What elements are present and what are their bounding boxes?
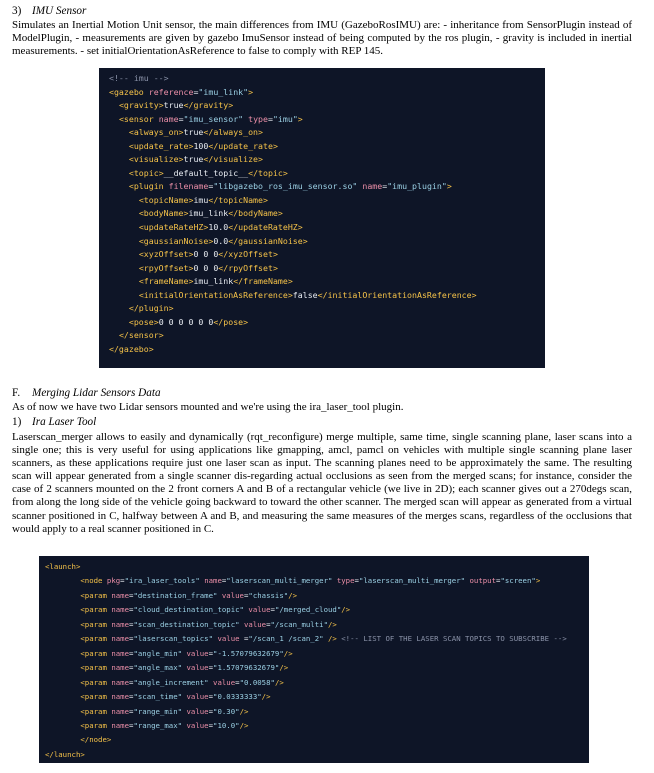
imu-code-line: <topic>__default_topic__</topic> <box>128 167 288 178</box>
lidar-heading-number: F. <box>12 387 21 399</box>
imu-code-block <box>99 68 545 368</box>
imu-code-line: <frameName>imu_link</frameName> <box>138 276 293 287</box>
launch-code-line: <param name="cloud_destination_topic" value="/merged_cloud"/> <box>80 605 351 615</box>
imu-heading-number: 3) <box>12 5 22 17</box>
launch-code-line: </launch> <box>45 749 85 759</box>
imu-heading <box>12 4 86 18</box>
imu-code-line: <gazebo reference="imu_link"> <box>109 86 254 97</box>
imu-code-line: <initialOrientationAsReference>false</initialOrientationAsReference> <box>138 289 477 300</box>
launch-code-line: <param name="scan_time" value="0.0333333"/> <box>80 692 271 702</box>
launch-code-line: <param name="destination_frame" value="chassis"/> <box>80 590 298 600</box>
imu-paragraph: Simulates an Inertial Motion Unit sensor, the main differences from IMU (GazeboRosIMU) are: - inheritance from SensorPlugin instead of ModelPlugin, - measurements are given by gazebo ImuSensor instead of being computed by the ros plugin, - gravity is included in inertial measurements. - set initialOrientationAsReference to false to comply with REP 145. <box>12 19 632 58</box>
launch-code-line: <param name="angle_increment" value="0.0058"/> <box>80 677 284 687</box>
launch-code-line: <param name="angle_max" value="1.57079632679"/> <box>80 663 289 673</box>
launch-code-line: <launch> <box>45 562 81 571</box>
lidar-heading-title: Merging Lidar Sensors Data <box>32 387 161 399</box>
launch-code-line: <param name="range_max" value="10.0"/> <box>80 720 249 730</box>
ira-heading-title: Ira Laser Tool <box>32 416 97 428</box>
launch-code-line: <node pkg="ira_laser_tools" name="laserscan_multi_merger" type="laserscan_multi_merger" output="screen"> <box>80 576 541 586</box>
launch-code-block <box>39 556 589 763</box>
imu-code-line: <gaussianNoise>0.0</gaussianNoise> <box>138 235 308 246</box>
launch-code-line: </node> <box>80 735 112 745</box>
imu-code-line: <plugin filename="libgazebo_ros_imu_sensor.so" name="imu_plugin"> <box>128 181 452 192</box>
imu-code-line: <xyzOffset>0 0 0</xyzOffset> <box>138 249 278 260</box>
imu-code-line: <!-- imu --> <box>109 73 169 83</box>
launch-code-line: <param name="range_min" value="0.30"/> <box>80 706 249 716</box>
imu-code-line: <rpyOffset>0 0 0</rpyOffset> <box>138 262 278 273</box>
ira-heading <box>12 415 96 429</box>
imu-code-line: <gravity>true</gravity> <box>118 100 234 111</box>
imu-code-line: <pose>0 0 0 0 0 0</pose> <box>128 316 249 327</box>
imu-code-line: </gazebo> <box>109 343 154 354</box>
imu-code-line: <always_on>true</always_on> <box>128 127 263 138</box>
lidar-paragraph: As of now we have two Lidar sensors mounted and we're using the ira_laser_tool plugin. <box>12 401 404 413</box>
launch-code-line: <param name="laserscan_topics" value ="/scan_1 /scan_2" /> <!-- LIST OF THE LASER SCAN TOPICS TO SUBSCRIBE --> <box>80 634 567 644</box>
ira-paragraph: Laserscan_merger allows to easily and dynamically (rqt_reconfigure) merge multiple, same time, single scanning plane, laser scans into a single one; this is very useful for using applications like gmapping, amcl, pamcl on vehicles with multiple single scanning plane laser scanners, as these applications require just one laser scan as input. The scanning planes need to be approximately the same. The resulting scan will appear generated from a single scanner dis-regarding actual occlusions as seen from the merged scans; for instance, consider the case of 2 scanners mounted on the 2 front corners A and B of a rectangular vehicle (we live in 2D); each scanner gives out a 270degs scan, from along the long side of the vehicle going backward to toward the other scanner. The merged scan will appear as generated from a virtual scanner positioned in C, halfway between A and B, and measuring the same measures of the merges scans, regardless of the occlusions that would apply to a real scanner positioned in C. <box>12 431 632 535</box>
imu-code-line: <update_rate>100</update_rate> <box>128 140 278 151</box>
imu-heading-title: IMU Sensor <box>32 5 87 17</box>
imu-code-line: </plugin> <box>128 303 174 314</box>
imu-code-line: </sensor> <box>118 330 164 341</box>
imu-code-line: <updateRateHZ>10.0</updateRateHZ> <box>138 222 303 233</box>
launch-code-line: <param name="angle_min" value="-1.57079632679"/> <box>80 648 293 658</box>
imu-code-line: <sensor name="imu_sensor" type="imu"> <box>118 113 303 124</box>
launch-code-line: <param name="scan_destination_topic" value="/scan_multi"/> <box>80 619 337 629</box>
imu-code-line: <bodyName>imu_link</bodyName> <box>138 208 283 219</box>
imu-code-line: <visualize>true</visualize> <box>128 154 263 165</box>
ira-heading-number: 1) <box>12 416 22 428</box>
lidar-heading <box>12 386 161 400</box>
imu-code-line: <topicName>imu</topicName> <box>138 194 268 205</box>
